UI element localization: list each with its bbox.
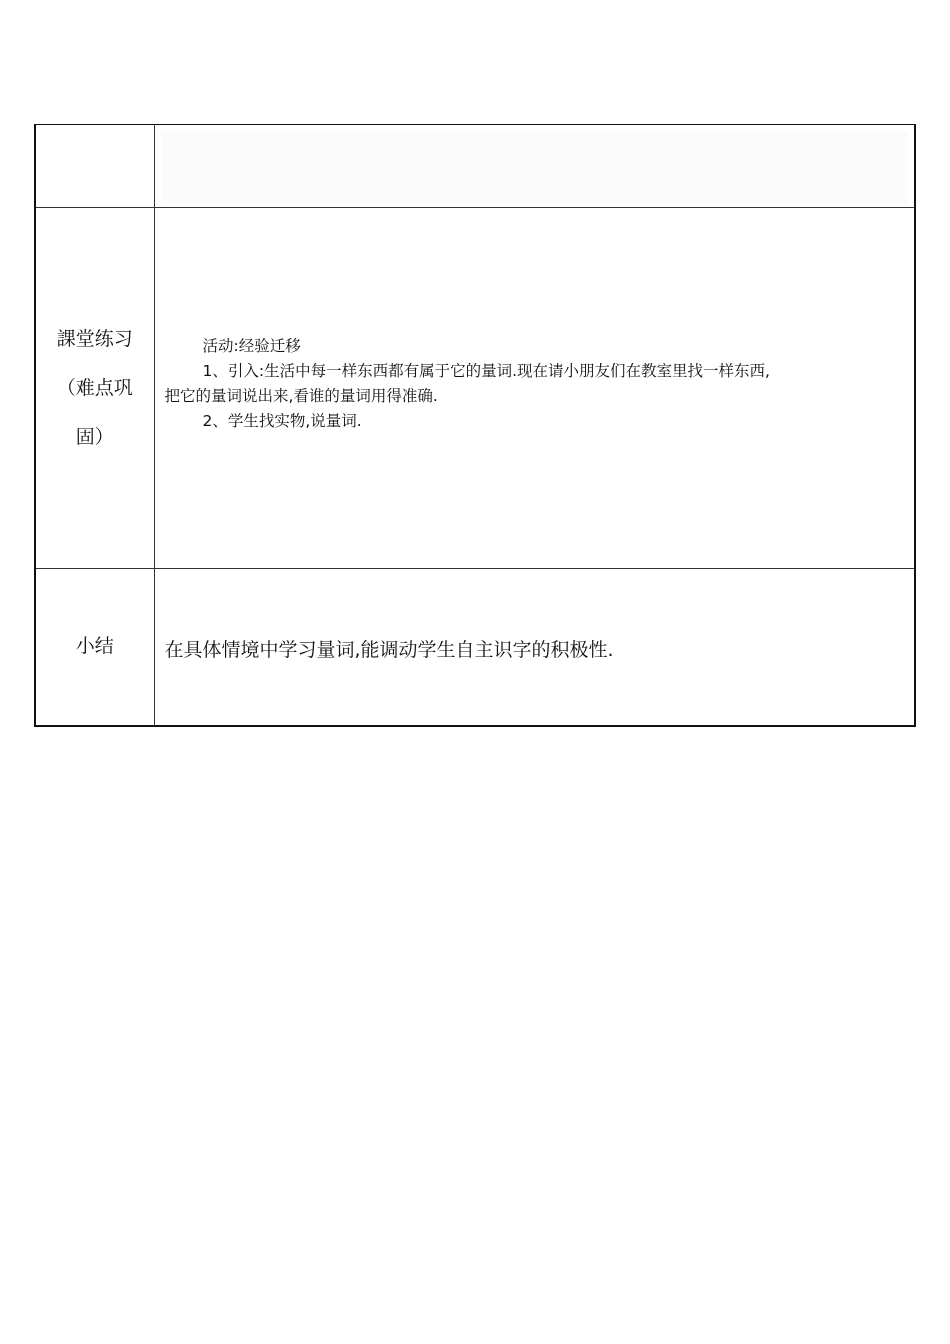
lesson-plan-table xyxy=(34,124,916,727)
top-content-cell xyxy=(154,125,915,208)
activity-item2: 2、学生找实物,说量词. xyxy=(202,412,362,430)
practice-label-cell xyxy=(35,208,154,569)
table-row-practice xyxy=(35,208,915,569)
summary-content-cell xyxy=(154,569,915,726)
activity-item1-line1: 1、引入:生活中每一样东西都有属于它的量词.现在请小朋友们在教室里找一样东西, xyxy=(202,362,770,380)
practice-label-line2: （难点巩 xyxy=(56,376,133,399)
table-row-summary xyxy=(35,569,915,726)
summary-label: 小结 xyxy=(75,635,114,658)
summary-text: 在具体情境中学习量词,能调动学生自主识字的积极性. xyxy=(164,639,614,662)
activity-title: 活动:经验迁移 xyxy=(202,337,301,355)
summary-label-cell xyxy=(35,569,154,726)
practice-label-line3: 固） xyxy=(75,425,114,448)
top-label-cell xyxy=(35,125,154,208)
activity-item1-line2: 把它的量词说出来,看谁的量词用得准确. xyxy=(164,387,438,405)
table-row-top xyxy=(35,125,915,208)
faint-content-block xyxy=(161,131,909,205)
practice-content-cell xyxy=(154,208,915,569)
practice-label-line1: 課堂练习 xyxy=(56,327,133,350)
activity-text-block xyxy=(165,334,911,434)
